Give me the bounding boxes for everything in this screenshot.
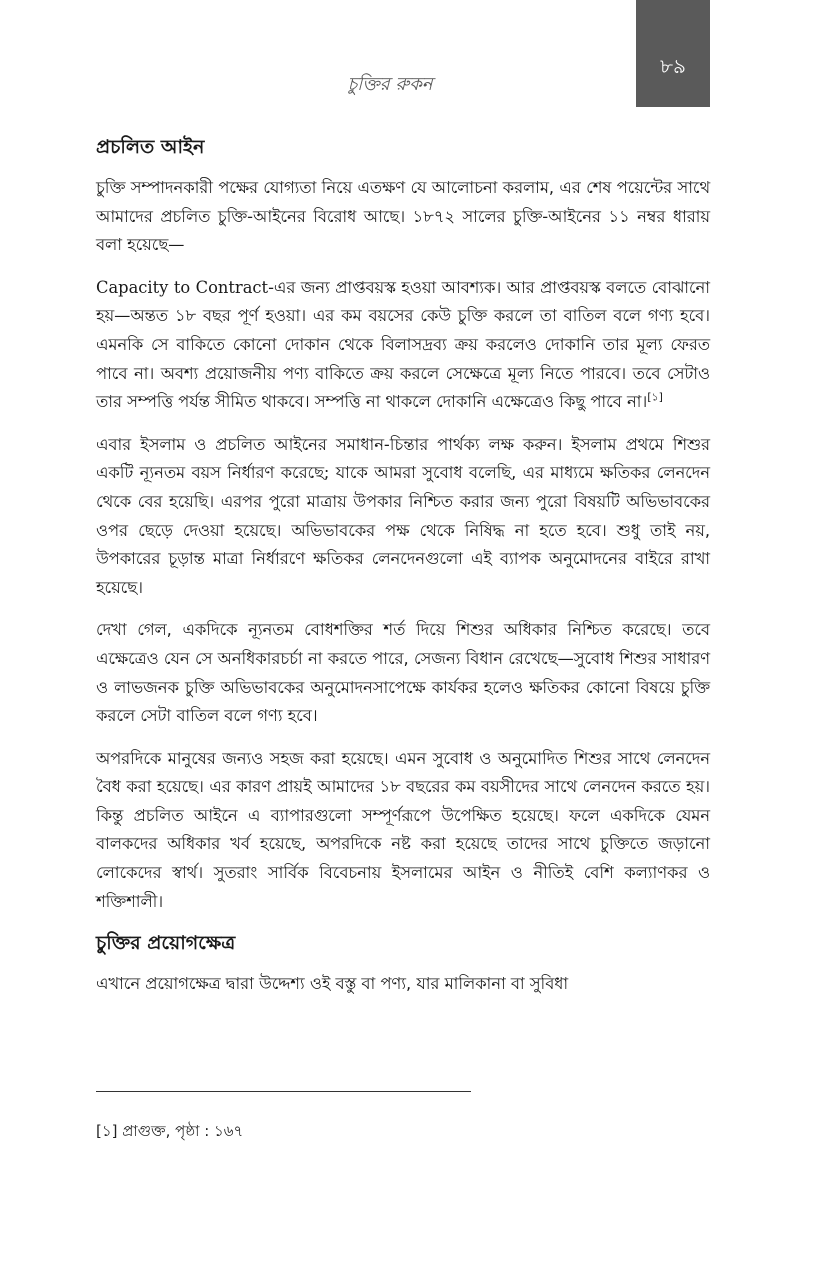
section-heading: প্রচলিত আইন — [96, 136, 205, 158]
footnote-divider — [96, 1091, 471, 1092]
section-heading: চুক্তির প্রয়োগক্ষেত্র — [96, 932, 236, 955]
paragraph: অপরদিকে মানুষের জন্যও সহজ করা হয়েছে। এমন সুবোধ ও অনুমোদিত শিশুর সাথে লেনদেন বৈধ করা হয়েছে। এর কারণ প্রায়ই আমাদের ১৮ বছরের কম বয়সীদের সাথে লেনদেন করতে হয়। কিন্তু প্রচলিত আইনে এ ব্যাপারগুলো সম্পূর্ণরূপে উপেক্ষিত হয়েছে। ফলে একদিকে যেমন বালকদের অধিকার খর্ব হয়েছে, অপরদিকে নষ্ট করা হয়েছে তাদের সাথে চুক্তিতে জড়ানো লোকেদের স্বার্থ। সুতরাং সার্বিক বিবেচনায় ইসলামের আইন ও নীতিই বেশি কল্যাণকর ও শক্তিশালী। — [96, 748, 710, 911]
paragraph: এবার ইসলাম ও প্রচলিত আইনের সমাধান-চিন্তার পার্থক্য লক্ষ করুন। ইসলাম প্রথমে শিশুর একটি ন্যূনতম বয়স নির্ধারণ করেছে; যাকে আমরা সুবোধ বলেছি, এর মাধ্যমে ক্ষতিকর লেনদেন থেকে বের হয়েছি। এরপর পুরো মাত্রায় উপকার নিশ্চিত করার জন্য পুরো বিষয়টি অভিভাবকের ওপর ছেড়ে দেওয়া হয়েছে। অভিভাবকের পক্ষ থেকে নিষিদ্ধ না হতে হবে। শুধু তাই নয়, উপকারের চূড়ান্ত মাত্রা নির্ধারণে ক্ষতিকর লেনদেনগুলো এই ব্যাপক অনুমোদনের বাইরে রাখা হয়েছে। — [96, 434, 710, 597]
footnote: [১] প্রাগুক্ত, পৃষ্ঠা : ১৬৭ — [96, 1122, 244, 1140]
running-head-title: চুক্তির রুকন — [347, 74, 433, 95]
page-number-tab — [636, 0, 710, 107]
paragraph: দেখা গেল, একদিকে ন্যূনতম বোধশক্তির শর্ত দিয়ে শিশুর অধিকার নিশ্চিত করেছে। তবে এক্ষেত্রেও যেন সে অনধিকারচর্চা না করতে পারে, সেজন্য বিধান রেখেছে—সুবোধ শিশুর সাধারণ ও লাভজনক চুক্তি অভিভাবকের অনুমোদনসাপেক্ষে কার্যকর হলেও ক্ষতিকর কোনো বিষয়ে চুক্তি করলে সেটা বাতিল বলে গণ্য হবে। — [96, 620, 710, 726]
paragraph: চুক্তি সম্পাদনকারী পক্ষের যোগ্যতা নিয়ে এতক্ষণ যে আলোচনা করলাম, এর শেষ পয়েন্টের সাথে আমাদের প্রচলিত চুক্তি-আইনের বিরোধ আছে। ১৮৭২ সালের চুক্তি-আইনের ১১ নম্বর ধারায় বলা হয়েছে— — [96, 178, 710, 255]
quote-lead: Capacity to Contract — [96, 277, 269, 297]
quote-paragraph — [96, 274, 710, 417]
quote-text: -এর জন্য প্রাপ্তবয়স্ক হওয়া আবশ্যক। আর প্রাপ্তবয়স্ক বলতে বোঝানো হয়—অন্তত ১৮ বছর পূর্ণ হওয়া। এর কম বয়সের কেউ চুক্তি করলে তা বাতিল বলে গণ্য হবে। এমনকি সে বাকিতে কোনো দোকান থেকে বিলাসদ্রব্য ক্রয় করলেও দোকানি তার মূল্য ফেরত পাবে না। অবশ্য প্রয়োজনীয় পণ্য বাকিতে ক্রয় করলে সেক্ষেত্রে মূল্য নিতে পারবে। তবে সেটাও তার সম্পত্তি পর্যন্ত সীমিত থাকবে। সম্পত্তি না থাকলে দোকানি এক্ষেত্রেও কিছু পাবে না। — [96, 277, 710, 412]
page-number: ৮৯ — [660, 54, 686, 78]
footnote-ref[interactable]: [১] — [647, 390, 663, 404]
page-body — [96, 134, 710, 1013]
paragraph: এখানে প্রয়োগক্ষেত্র দ্বারা উদ্দেশ্য ওই বস্তু বা পণ্য, যার মালিকানা বা সুবিধা — [96, 974, 569, 994]
